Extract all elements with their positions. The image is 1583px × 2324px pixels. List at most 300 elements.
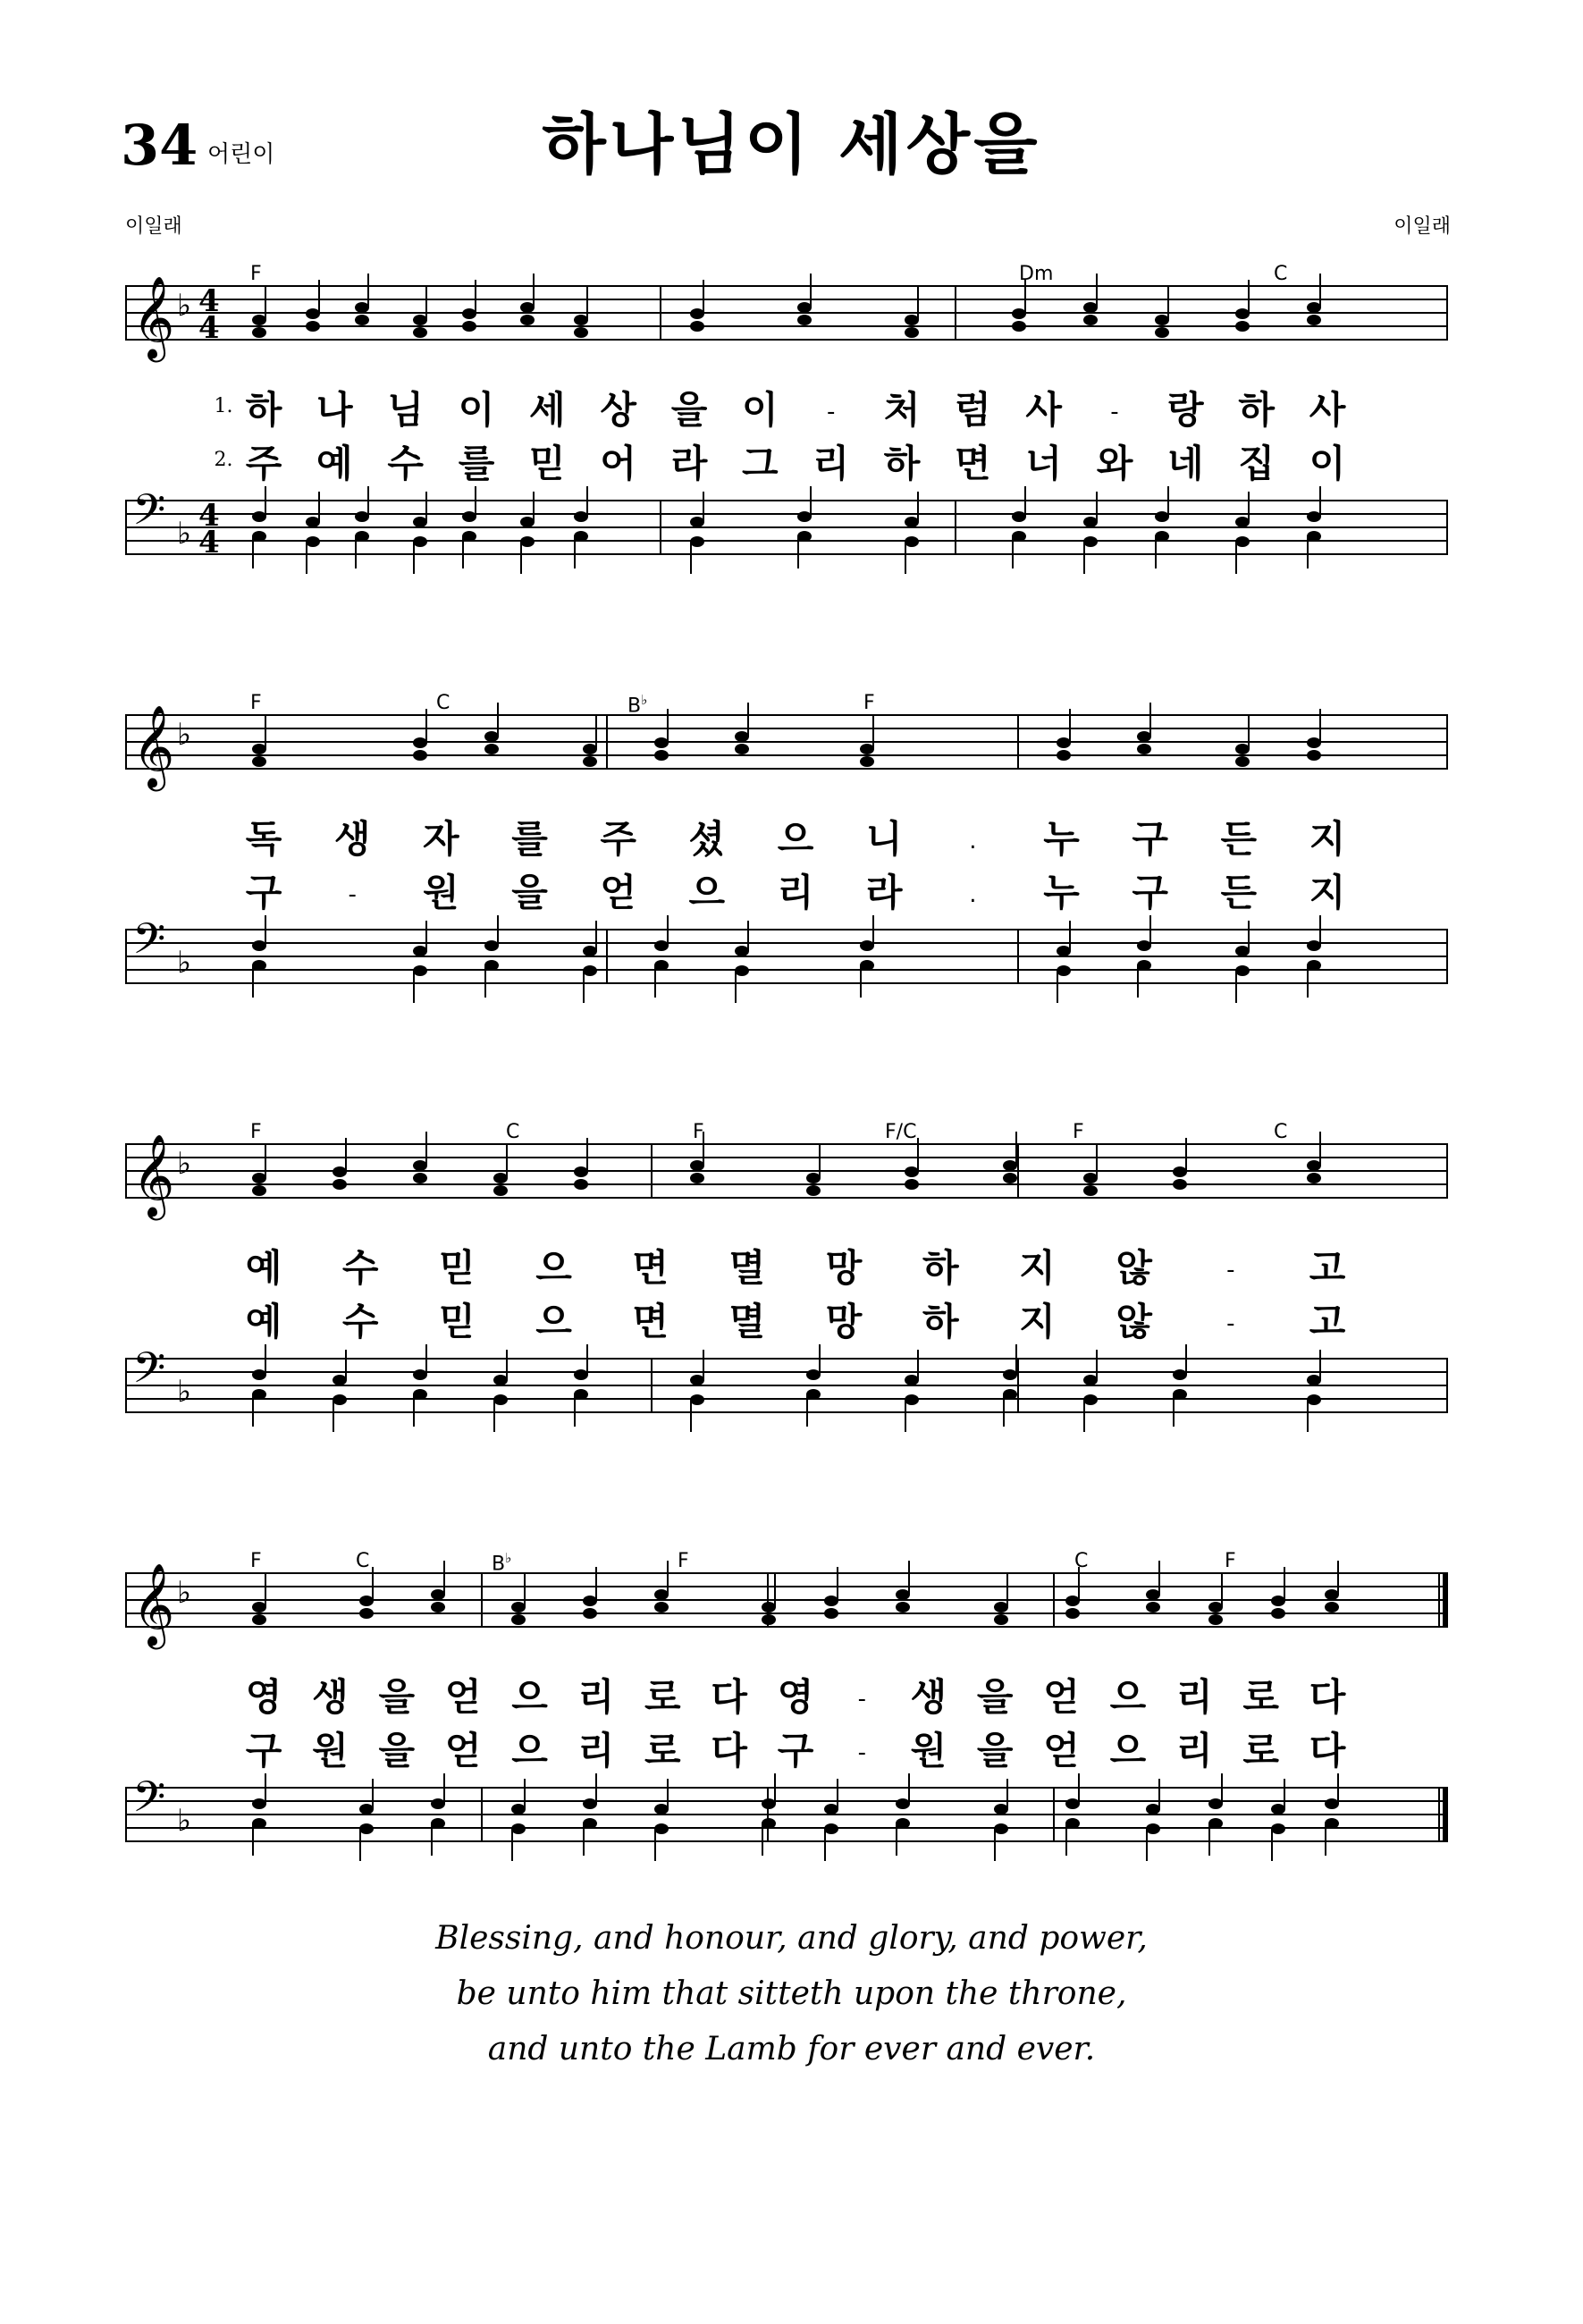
chord-symbol: C xyxy=(1074,1550,1089,1572)
note-head xyxy=(1155,327,1169,338)
note-head xyxy=(1083,536,1098,547)
note-head xyxy=(1083,1394,1098,1405)
lyric-syllable: 으 xyxy=(535,1300,572,1343)
note-head xyxy=(574,1166,588,1177)
lyric-syllable: 다 xyxy=(1309,1729,1346,1772)
lyric-syllable: 처 xyxy=(883,388,921,432)
note-head xyxy=(462,531,476,542)
note-head xyxy=(905,1179,919,1190)
key-signature-flat-icon: ♭ xyxy=(177,1803,192,1839)
chord-symbol: C xyxy=(1274,1121,1288,1143)
music-system-4 xyxy=(125,1537,1448,1895)
chord-symbol: F/C xyxy=(885,1121,917,1143)
lyric-syllable: - xyxy=(1110,399,1119,425)
lyric-syllable: 로 xyxy=(644,1675,681,1719)
note-head xyxy=(574,315,588,325)
lyric-syllable: 독 xyxy=(245,817,282,861)
lyric-syllable: 수 xyxy=(387,442,424,485)
note-head xyxy=(654,1589,669,1600)
note-head xyxy=(1208,1614,1223,1625)
note-head xyxy=(413,1369,427,1380)
note-head xyxy=(797,511,812,522)
lyric-syllable: 세 xyxy=(529,388,566,432)
note-head xyxy=(574,1389,588,1400)
note-head xyxy=(806,1173,821,1183)
note-head xyxy=(690,1173,704,1183)
chord-symbol: C xyxy=(506,1121,520,1143)
lyric-syllable: 리 xyxy=(777,871,814,914)
hymn-category: 어린이 xyxy=(207,141,275,168)
lyric-syllable: 원 xyxy=(423,871,459,914)
note-head xyxy=(654,737,669,748)
lyric-syllable: 사 xyxy=(1309,388,1346,432)
note-head xyxy=(1146,1589,1160,1600)
note-head xyxy=(1307,960,1321,971)
note-head xyxy=(1325,1818,1339,1829)
note-head xyxy=(484,731,499,742)
verse-number: 2. xyxy=(214,449,233,471)
note-head xyxy=(690,308,704,319)
lyric-syllable: . xyxy=(969,828,977,855)
lyric-syllable: 구 xyxy=(777,1729,814,1772)
note-head xyxy=(252,1798,266,1809)
note-head xyxy=(252,1602,266,1612)
time-signature: 4 xyxy=(198,498,220,534)
lyric-syllable: - xyxy=(857,1739,867,1766)
note-head xyxy=(654,1804,669,1815)
chord-symbol: F xyxy=(250,1121,262,1143)
lyric-syllable: 수 xyxy=(341,1246,379,1290)
lyric-syllable: 을 xyxy=(511,871,548,914)
composer-credit: 이일래 xyxy=(1394,215,1451,238)
note-head xyxy=(484,940,499,951)
note-head xyxy=(493,1185,508,1196)
note-head xyxy=(462,511,476,522)
key-signature-flat-icon: ♭ xyxy=(177,1575,192,1611)
note-head xyxy=(690,1160,704,1171)
note-head xyxy=(654,750,669,761)
lyric-syllable: 리 xyxy=(813,442,849,485)
note-head xyxy=(359,1596,374,1606)
lyric-syllable: 얻 xyxy=(1043,1675,1080,1719)
note-head xyxy=(413,1173,427,1183)
note-head xyxy=(654,1602,669,1612)
note-head xyxy=(1208,1798,1223,1809)
lyric-syllable: 으 xyxy=(511,1675,548,1719)
note-head xyxy=(252,940,266,951)
key-signature-flat-icon: ♭ xyxy=(177,288,192,324)
note-head xyxy=(860,744,874,754)
note-head xyxy=(824,1804,838,1815)
note-head xyxy=(1271,1823,1285,1834)
lyric-syllable: 으 xyxy=(688,871,726,914)
chord-symbol: C xyxy=(356,1550,370,1572)
note-head xyxy=(1307,302,1321,313)
lyric-syllable: 않 xyxy=(1116,1246,1152,1290)
lyric-syllable: - xyxy=(826,399,836,425)
lyric-syllable: 으 xyxy=(1109,1729,1147,1772)
lyric-syllable: 니 xyxy=(865,817,903,861)
lyric-syllable: 으 xyxy=(777,817,814,861)
lyric-syllable: 수 xyxy=(341,1300,379,1343)
time-signature: 4 xyxy=(198,525,220,560)
note-head xyxy=(1003,1389,1017,1400)
time-signature: 4 xyxy=(198,310,220,346)
note-head xyxy=(355,511,369,522)
note-head xyxy=(1146,1823,1160,1834)
note-head xyxy=(1307,1173,1321,1183)
note-head xyxy=(431,1798,445,1809)
note-head xyxy=(896,1589,910,1600)
lyric-syllable: 하 xyxy=(922,1246,959,1290)
note-head xyxy=(511,1614,526,1625)
note-head xyxy=(306,321,320,332)
note-head xyxy=(413,327,427,338)
note-head xyxy=(520,302,535,313)
treble-clef-icon: 𝄞 xyxy=(132,1562,175,1646)
note-head xyxy=(1065,1596,1080,1606)
bass-clef-icon: 𝄢 xyxy=(132,914,166,974)
lyric-syllable: 을 xyxy=(378,1729,416,1772)
lyric-syllable: 으 xyxy=(511,1729,548,1772)
note-head xyxy=(493,1375,508,1385)
lyric-syllable: - xyxy=(348,881,357,908)
chord-symbol: B♭ xyxy=(627,692,648,718)
note-head xyxy=(493,1173,508,1183)
note-head xyxy=(735,731,749,742)
lyric-syllable: 상 xyxy=(600,388,636,432)
note-head xyxy=(1271,1608,1285,1619)
note-head xyxy=(806,1185,821,1196)
lyric-syllable: 고 xyxy=(1309,1246,1346,1290)
note-head xyxy=(574,1369,588,1380)
note-head xyxy=(994,1614,1008,1625)
lyric-syllable: 을 xyxy=(976,1729,1014,1772)
note-head xyxy=(1057,750,1071,761)
note-head xyxy=(1083,1173,1098,1183)
note-head xyxy=(1012,321,1026,332)
lyric-syllable: 구 xyxy=(1132,817,1168,861)
note-head xyxy=(1325,1602,1339,1612)
lyric-syllable: 고 xyxy=(1309,1300,1346,1343)
lyric-syllable: 럼 xyxy=(955,388,991,432)
hymn-number: 34 xyxy=(121,113,198,178)
note-head xyxy=(896,1818,910,1829)
note-head xyxy=(1003,1160,1017,1171)
chord-symbol: F xyxy=(678,1550,689,1572)
lyric-syllable: 멸 xyxy=(728,1300,766,1343)
note-head xyxy=(1146,1602,1160,1612)
note-head xyxy=(583,1608,597,1619)
note-head xyxy=(797,531,812,542)
lyric-syllable: 원 xyxy=(910,1729,947,1772)
lyric-syllable: 어 xyxy=(600,442,636,485)
note-head xyxy=(431,1589,445,1600)
note-head xyxy=(574,531,588,542)
chord-symbol: F xyxy=(1073,1121,1084,1143)
flat-sign: ♭ xyxy=(505,1550,512,1566)
note-head xyxy=(1083,1185,1098,1196)
note-head xyxy=(252,960,266,971)
note-head xyxy=(690,536,704,547)
lyric-syllable: 라 xyxy=(670,442,708,485)
lyric-syllable: 주 xyxy=(600,817,636,861)
note-head xyxy=(333,1166,347,1177)
lyric-syllable: 리 xyxy=(1175,1675,1213,1719)
lyric-syllable: 다 xyxy=(1309,1675,1346,1719)
lyric-syllable: 로 xyxy=(644,1729,681,1772)
staff-graphics xyxy=(125,1108,1448,1466)
note-head xyxy=(252,1818,266,1829)
note-head xyxy=(583,744,597,754)
lyric-syllable: . xyxy=(969,881,977,908)
note-head xyxy=(824,1823,838,1834)
note-head xyxy=(413,1389,427,1400)
note-head xyxy=(735,965,749,976)
note-head xyxy=(413,750,427,761)
scripture-quote xyxy=(0,1911,1583,2077)
note-head xyxy=(762,1614,776,1625)
lyric-syllable: 면 xyxy=(632,1300,669,1343)
note-head xyxy=(896,1602,910,1612)
note-head xyxy=(359,1804,374,1815)
quote-line: Blessing, and honour, and glory, and power, xyxy=(435,1920,1148,1957)
note-head xyxy=(1003,1173,1017,1183)
note-head xyxy=(252,1173,266,1183)
note-head xyxy=(359,1823,374,1834)
note-head xyxy=(306,536,320,547)
note-head xyxy=(690,517,704,527)
note-head xyxy=(1012,308,1026,319)
lyric-syllable: 원 xyxy=(312,1729,349,1772)
music-system-3 xyxy=(125,1108,1448,1466)
note-head xyxy=(252,1185,266,1196)
lyric-syllable: 으 xyxy=(1109,1675,1147,1719)
note-head xyxy=(431,1602,445,1612)
treble-clef-icon: 𝄞 xyxy=(132,275,175,358)
note-head xyxy=(306,517,320,527)
lyric-syllable: 믿 xyxy=(439,1300,476,1343)
lyric-syllable: 너 xyxy=(1025,442,1062,485)
note-head xyxy=(797,315,812,325)
lyric-syllable: 하 xyxy=(883,442,921,485)
lyric-syllable: 지 xyxy=(1019,1246,1056,1290)
note-head xyxy=(1307,737,1321,748)
note-head xyxy=(333,1375,347,1385)
lyric-syllable: 라 xyxy=(865,871,903,914)
note-head xyxy=(583,946,597,956)
note-head xyxy=(654,960,669,971)
note-head xyxy=(1307,531,1321,542)
lyric-syllable: - xyxy=(1226,1257,1235,1284)
note-head xyxy=(520,315,535,325)
lyric-syllable: 구 xyxy=(245,871,282,914)
chord-symbol: F xyxy=(250,263,262,285)
lyric-syllable: 망 xyxy=(825,1300,863,1343)
note-head xyxy=(413,517,427,527)
note-head xyxy=(252,1389,266,1400)
note-head xyxy=(583,1596,597,1606)
note-head xyxy=(735,744,749,754)
note-head xyxy=(1173,1369,1187,1380)
key-signature-flat-icon: ♭ xyxy=(177,945,192,981)
note-head xyxy=(413,946,427,956)
note-head xyxy=(905,517,919,527)
note-head xyxy=(252,531,266,542)
lyric-syllable: 면 xyxy=(955,442,991,485)
note-head xyxy=(493,1394,508,1405)
key-signature-flat-icon: ♭ xyxy=(177,1374,192,1410)
note-head xyxy=(252,315,266,325)
lyric-syllable: 면 xyxy=(632,1246,669,1290)
note-head xyxy=(797,302,812,313)
note-head xyxy=(1235,965,1250,976)
note-head xyxy=(1012,531,1026,542)
lyric-syllable: 얻 xyxy=(600,871,636,914)
chord-symbol: F xyxy=(863,692,875,714)
note-head xyxy=(1083,517,1098,527)
note-head xyxy=(413,737,427,748)
note-head xyxy=(252,1369,266,1380)
lyric-syllable: 랑 xyxy=(1167,388,1204,432)
treble-clef-icon: 𝄞 xyxy=(132,1133,175,1217)
lyric-syllable: 얻 xyxy=(1043,1729,1080,1772)
lyric-syllable: 하 xyxy=(245,388,282,432)
note-head xyxy=(690,1394,704,1405)
lyric-syllable: - xyxy=(1226,1310,1235,1337)
note-head xyxy=(1155,315,1169,325)
note-head xyxy=(333,1394,347,1405)
note-head xyxy=(1325,1798,1339,1809)
note-head xyxy=(333,1179,347,1190)
note-head xyxy=(252,511,266,522)
note-head xyxy=(1208,1602,1223,1612)
note-head xyxy=(1057,737,1071,748)
note-head xyxy=(355,531,369,542)
lyric-syllable: 님 xyxy=(387,388,424,432)
note-head xyxy=(905,1166,919,1177)
note-head xyxy=(511,1602,526,1612)
note-head xyxy=(905,1394,919,1405)
note-head xyxy=(860,960,874,971)
note-head xyxy=(654,1823,669,1834)
lyric-syllable: 얻 xyxy=(444,1675,482,1719)
lyricist-credit: 이일래 xyxy=(125,215,182,238)
note-head xyxy=(806,1369,821,1380)
lyric-syllable: 멸 xyxy=(728,1246,766,1290)
bass-clef-icon: 𝄢 xyxy=(132,1343,166,1403)
note-head xyxy=(462,308,476,319)
note-head xyxy=(1307,1394,1321,1405)
quote-line: and unto the Lamb for ever and ever. xyxy=(487,2031,1096,2067)
note-head xyxy=(1307,315,1321,325)
note-head xyxy=(1325,1589,1339,1600)
lyric-syllable: 이 xyxy=(1309,442,1346,485)
lyric-syllable: 든 xyxy=(1220,871,1258,914)
note-head xyxy=(1173,1389,1187,1400)
note-head xyxy=(520,536,535,547)
note-head xyxy=(1137,731,1151,742)
note-head xyxy=(654,940,669,951)
note-head xyxy=(1003,1369,1017,1380)
lyric-syllable: 예 xyxy=(245,1246,282,1290)
note-head xyxy=(1065,1608,1080,1619)
note-head xyxy=(413,315,427,325)
note-head xyxy=(484,960,499,971)
note-head xyxy=(1155,531,1169,542)
flat-sign: ♭ xyxy=(641,692,648,708)
chord-symbol: F xyxy=(693,1121,704,1143)
lyric-syllable: 생 xyxy=(312,1675,349,1719)
key-signature-flat-icon: ♭ xyxy=(177,1146,192,1182)
note-head xyxy=(1271,1804,1285,1815)
quote-line: be unto him that sitteth upon the throne, xyxy=(456,1975,1127,2012)
note-head xyxy=(690,321,704,332)
lyric-syllable: 집 xyxy=(1238,442,1275,485)
note-head xyxy=(252,1614,266,1625)
lyric-syllable: 망 xyxy=(825,1246,863,1290)
treble-clef-icon: 𝄞 xyxy=(132,704,175,787)
note-head xyxy=(690,1375,704,1385)
note-head xyxy=(824,1596,838,1606)
lyric-syllable: 다 xyxy=(711,1675,747,1719)
lyric-syllable: 않 xyxy=(1116,1300,1152,1343)
note-head xyxy=(905,327,919,338)
lyric-syllable: 생 xyxy=(333,817,371,861)
note-head xyxy=(462,321,476,332)
lyric-syllable: 를 xyxy=(511,817,548,861)
lyric-syllable: 지 xyxy=(1309,817,1346,861)
lyric-syllable: 리 xyxy=(577,1675,615,1719)
note-head xyxy=(1057,946,1071,956)
note-head xyxy=(583,1798,597,1809)
note-head xyxy=(994,1823,1008,1834)
key-signature-flat-icon: ♭ xyxy=(177,717,192,753)
lyric-syllable: 을 xyxy=(976,1675,1014,1719)
note-head xyxy=(520,517,535,527)
note-head xyxy=(1235,756,1250,767)
note-head xyxy=(1235,517,1250,527)
hymn-title: 하나님이 세상을 xyxy=(542,106,1041,183)
note-head xyxy=(1208,1818,1223,1829)
chord-symbol: F xyxy=(250,692,262,714)
lyric-syllable: 구 xyxy=(245,1729,282,1772)
note-head xyxy=(431,1818,445,1829)
lyric-syllable: 주 xyxy=(245,442,282,485)
lyric-syllable: 이 xyxy=(458,388,495,432)
lyric-syllable: 자 xyxy=(423,817,459,861)
note-head xyxy=(762,1798,776,1809)
note-head xyxy=(511,1823,526,1834)
note-head xyxy=(824,1608,838,1619)
note-head xyxy=(806,1389,821,1400)
note-head xyxy=(1235,946,1250,956)
chord-symbol: C xyxy=(1274,263,1288,285)
chord-symbol: Dm xyxy=(1019,263,1054,285)
lyric-syllable: 를 xyxy=(458,442,495,485)
lyric-syllable: 네 xyxy=(1167,442,1204,485)
note-head xyxy=(1057,965,1071,976)
chord-symbol: F xyxy=(250,1550,262,1572)
note-head xyxy=(994,1602,1008,1612)
note-head xyxy=(413,1160,427,1171)
note-head xyxy=(574,511,588,522)
note-head xyxy=(413,536,427,547)
bass-clef-icon: 𝄢 xyxy=(132,484,166,545)
note-head xyxy=(905,315,919,325)
chord-symbol: F xyxy=(1225,1550,1236,1572)
lyric-syllable: 믿 xyxy=(439,1246,476,1290)
